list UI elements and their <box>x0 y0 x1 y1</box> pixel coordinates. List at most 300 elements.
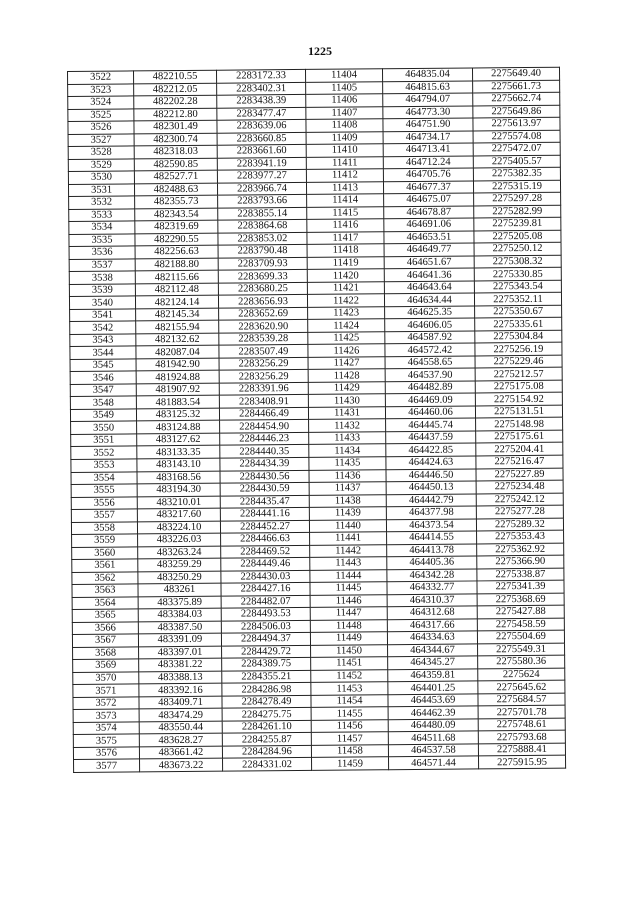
y-coordinate-cell: 2283853.02 <box>218 232 307 245</box>
point-number-cell: 3577 <box>74 759 140 772</box>
x-coordinate-cell: 483397.01 <box>139 646 222 659</box>
y-coordinate-cell: 2275131.51 <box>475 405 562 418</box>
y-coordinate-cell: 2284331.02 <box>223 758 312 771</box>
point-number-cell: 11441 <box>310 532 387 545</box>
x-coordinate-cell: 483133.35 <box>137 446 220 459</box>
y-coordinate-cell: 2275549.31 <box>478 643 565 656</box>
point-number-cell: 3526 <box>68 121 134 134</box>
y-coordinate-cell: 2284435.47 <box>220 495 309 508</box>
coordinates-table-body <box>68 67 566 772</box>
x-coordinate-cell: 464462.39 <box>388 706 478 719</box>
coordinates-table <box>67 67 566 773</box>
point-number-cell: 11408 <box>306 119 383 132</box>
point-number-cell: 11423 <box>308 307 385 320</box>
x-coordinate-cell: 464751.90 <box>383 118 473 131</box>
y-coordinate-cell: 2283639.06 <box>217 119 306 132</box>
point-number-cell: 3536 <box>69 246 135 259</box>
point-number-cell: 11424 <box>308 319 385 332</box>
y-coordinate-cell: 2275427.88 <box>477 605 564 618</box>
point-number-cell: 3543 <box>70 334 136 347</box>
y-coordinate-cell: 2284452.27 <box>220 520 309 533</box>
point-number-cell: 3571 <box>73 684 139 697</box>
point-number-cell: 11422 <box>307 294 384 307</box>
x-coordinate-cell: 464414.55 <box>387 531 477 544</box>
y-coordinate-cell: 2275289.32 <box>476 518 563 531</box>
point-number-cell: 11443 <box>310 557 387 570</box>
y-coordinate-cell: 2283652.69 <box>219 307 308 320</box>
y-coordinate-cell: 2275239.81 <box>474 217 561 230</box>
x-coordinate-cell: 483387.50 <box>138 621 221 634</box>
x-coordinate-cell: 464643.64 <box>384 281 474 294</box>
point-number-cell: 11404 <box>305 69 382 82</box>
y-coordinate-cell: 2283793.66 <box>218 195 307 208</box>
x-coordinate-cell: 483217.60 <box>137 508 220 521</box>
point-number-cell: 3565 <box>72 609 138 622</box>
x-coordinate-cell: 464691.06 <box>384 218 474 231</box>
point-number-cell: 11455 <box>311 707 388 720</box>
y-coordinate-cell: 2283438.39 <box>217 94 306 107</box>
point-number-cell: 11453 <box>311 682 388 695</box>
y-coordinate-cell: 2275234.48 <box>476 480 563 493</box>
y-coordinate-cell: 2283941.19 <box>217 157 306 170</box>
y-coordinate-cell: 2275242.12 <box>476 493 563 506</box>
point-number-cell: 3531 <box>68 184 134 197</box>
y-coordinate-cell: 2283477.47 <box>217 107 306 120</box>
point-number-cell: 3527 <box>68 133 134 146</box>
point-number-cell: 3541 <box>70 309 136 322</box>
x-coordinate-cell: 482256.63 <box>135 245 218 258</box>
point-number-cell: 3523 <box>68 83 134 96</box>
y-coordinate-cell: 2275212.57 <box>475 368 562 381</box>
y-coordinate-cell: 2275204.41 <box>476 443 563 456</box>
x-coordinate-cell: 483124.88 <box>137 421 220 434</box>
point-number-cell: 11435 <box>309 457 386 470</box>
x-coordinate-cell: 464377.98 <box>386 506 476 519</box>
point-number-cell: 11415 <box>307 206 384 219</box>
point-number-cell: 11434 <box>309 444 386 457</box>
y-coordinate-cell: 2283539.28 <box>219 332 308 345</box>
x-coordinate-cell: 482124.14 <box>135 295 218 308</box>
y-coordinate-cell: 2283661.60 <box>217 145 306 158</box>
point-number-cell: 3574 <box>73 722 139 735</box>
x-coordinate-cell: 483384.03 <box>138 608 221 621</box>
x-coordinate-cell: 483391.09 <box>138 633 221 646</box>
x-coordinate-cell: 464469.09 <box>385 393 475 406</box>
point-number-cell: 11445 <box>310 582 387 595</box>
point-number-cell: 3524 <box>68 96 134 109</box>
point-number-cell: 3530 <box>68 171 134 184</box>
x-coordinate-cell: 482132.62 <box>136 333 219 346</box>
x-coordinate-cell: 482318.03 <box>134 145 217 158</box>
y-coordinate-cell: 2275315.19 <box>473 180 560 193</box>
point-number-cell: 11457 <box>311 732 388 745</box>
point-number-cell: 3555 <box>71 484 137 497</box>
y-coordinate-cell: 2284389.75 <box>222 658 311 671</box>
point-number-cell: 3550 <box>71 421 137 434</box>
x-coordinate-cell: 483550.44 <box>139 721 222 734</box>
point-number-cell: 11437 <box>309 482 386 495</box>
point-number-cell: 11438 <box>309 494 386 507</box>
x-coordinate-cell: 464705.76 <box>383 168 473 181</box>
y-coordinate-cell: 2284506.03 <box>221 620 310 633</box>
x-coordinate-cell: 464677.37 <box>383 181 473 194</box>
point-number-cell: 3573 <box>73 709 139 722</box>
y-coordinate-cell: 2283680.25 <box>218 282 307 295</box>
point-number-cell: 11452 <box>311 669 388 682</box>
x-coordinate-cell: 464401.25 <box>388 681 478 694</box>
x-coordinate-cell: 464437.59 <box>386 431 476 444</box>
x-coordinate-cell: 483261 <box>138 583 221 596</box>
y-coordinate-cell: 2275330.85 <box>474 267 561 280</box>
point-number-cell: 11409 <box>306 131 383 144</box>
x-coordinate-cell: 464537.90 <box>385 368 475 381</box>
x-coordinate-cell: 483661.42 <box>139 746 222 759</box>
x-coordinate-cell: 464794.07 <box>383 93 473 106</box>
y-coordinate-cell: 2275748.61 <box>478 718 565 731</box>
y-coordinate-cell: 2275362.92 <box>477 543 564 556</box>
point-number-cell: 11413 <box>306 181 383 194</box>
point-number-cell: 11433 <box>309 432 386 445</box>
point-number-cell: 3566 <box>72 622 138 635</box>
y-coordinate-cell: 2284454.90 <box>220 420 309 433</box>
point-number-cell: 11456 <box>311 720 388 733</box>
x-coordinate-cell: 464606.05 <box>385 318 475 331</box>
point-number-cell: 11447 <box>310 607 387 620</box>
y-coordinate-cell: 2284430.03 <box>221 570 310 583</box>
x-coordinate-cell: 464625.35 <box>385 306 475 319</box>
x-coordinate-cell: 464442.79 <box>386 493 476 506</box>
y-coordinate-cell: 2284429.72 <box>222 645 311 658</box>
y-coordinate-cell: 2275154.92 <box>475 393 562 406</box>
y-coordinate-cell: 2284355.21 <box>222 670 311 683</box>
y-coordinate-cell: 2275343.54 <box>474 280 561 293</box>
point-number-cell: 11419 <box>307 256 384 269</box>
x-coordinate-cell: 464734.17 <box>383 131 473 144</box>
x-coordinate-cell: 483628.27 <box>139 733 222 746</box>
point-number-cell: 3529 <box>68 159 134 172</box>
x-coordinate-cell: 464678.87 <box>384 206 474 219</box>
x-coordinate-cell: 464815.63 <box>383 80 473 93</box>
point-number-cell: 11429 <box>308 382 385 395</box>
y-coordinate-cell: 2275888.41 <box>478 743 565 756</box>
y-coordinate-cell: 2284430.56 <box>220 470 309 483</box>
x-coordinate-cell: 482319.69 <box>135 220 218 233</box>
point-number-cell: 3553 <box>71 459 137 472</box>
point-number-cell: 3547 <box>70 384 136 397</box>
y-coordinate-cell: 2283408.91 <box>219 395 308 408</box>
y-coordinate-cell: 2275148.98 <box>476 418 563 431</box>
y-coordinate-cell: 2283855.14 <box>218 207 307 220</box>
point-number-cell: 3540 <box>69 296 135 309</box>
x-coordinate-cell: 483125.32 <box>136 408 219 421</box>
y-coordinate-cell: 2283256.29 <box>219 357 308 370</box>
x-coordinate-cell: 482145.34 <box>136 308 219 321</box>
y-coordinate-cell: 2275282.99 <box>474 205 561 218</box>
point-number-cell: 11417 <box>307 231 384 244</box>
point-number-cell: 3545 <box>70 359 136 372</box>
y-coordinate-cell: 2275504.69 <box>477 630 564 643</box>
point-number-cell: 3533 <box>69 209 135 222</box>
point-number-cell: 3575 <box>73 734 139 747</box>
point-number-cell: 3556 <box>71 496 137 509</box>
point-number-cell: 11450 <box>311 644 388 657</box>
x-coordinate-cell: 483168.56 <box>137 471 220 484</box>
x-coordinate-cell: 464317.66 <box>387 619 477 632</box>
point-number-cell: 11451 <box>311 657 388 670</box>
x-coordinate-cell: 464634.44 <box>384 293 474 306</box>
point-number-cell: 3522 <box>68 71 134 84</box>
point-number-cell: 11421 <box>307 282 384 295</box>
x-coordinate-cell: 464332.77 <box>387 581 477 594</box>
y-coordinate-cell: 2275701.78 <box>478 705 565 718</box>
y-coordinate-cell: 2284434.39 <box>220 457 309 470</box>
x-coordinate-cell: 483250.29 <box>138 571 221 584</box>
x-coordinate-cell: 482212.80 <box>134 108 217 121</box>
x-coordinate-cell: 483388.13 <box>139 671 222 684</box>
y-coordinate-cell: 2275277.28 <box>476 505 563 518</box>
y-coordinate-cell: 2283656.93 <box>218 295 307 308</box>
x-coordinate-cell: 464558.65 <box>385 356 475 369</box>
point-number-cell: 11425 <box>308 332 385 345</box>
y-coordinate-cell: 2275368.69 <box>477 593 564 606</box>
y-coordinate-cell: 2284449.46 <box>221 558 310 571</box>
x-coordinate-cell: 464359.81 <box>388 669 478 682</box>
x-coordinate-cell: 464651.67 <box>384 256 474 269</box>
x-coordinate-cell: 464835.04 <box>382 68 472 81</box>
point-number-cell: 3567 <box>72 634 138 647</box>
y-coordinate-cell: 2275613.97 <box>473 117 560 130</box>
x-coordinate-cell: 482355.73 <box>135 195 218 208</box>
point-number-cell: 11442 <box>310 544 387 557</box>
point-number-cell: 11427 <box>308 357 385 370</box>
y-coordinate-cell: 2275574.08 <box>473 130 560 143</box>
x-coordinate-cell: 464480.09 <box>388 719 478 732</box>
x-coordinate-cell: 483226.03 <box>138 533 221 546</box>
x-coordinate-cell: 464413.78 <box>387 544 477 557</box>
x-coordinate-cell: 464312.68 <box>387 606 477 619</box>
y-coordinate-cell: 2284440.35 <box>220 445 309 458</box>
point-number-cell: 11405 <box>306 81 383 94</box>
x-coordinate-cell: 482202.28 <box>134 95 217 108</box>
y-coordinate-cell: 2275175.08 <box>475 380 562 393</box>
y-coordinate-cell: 2275229.46 <box>475 355 562 368</box>
x-coordinate-cell: 483143.10 <box>137 458 220 471</box>
x-coordinate-cell: 483224.10 <box>137 521 220 534</box>
x-coordinate-cell: 464405.36 <box>387 556 477 569</box>
y-coordinate-cell: 2283864.68 <box>218 220 307 233</box>
x-coordinate-cell: 482488.63 <box>134 183 217 196</box>
x-coordinate-cell: 482112.48 <box>135 283 218 296</box>
x-coordinate-cell: 481924.88 <box>136 371 219 384</box>
point-number-cell: 3525 <box>68 108 134 121</box>
x-coordinate-cell: 483474.29 <box>139 708 222 721</box>
point-number-cell: 3552 <box>71 446 137 459</box>
x-coordinate-cell: 483409.71 <box>139 696 222 709</box>
point-number-cell: 3538 <box>69 271 135 284</box>
y-coordinate-cell: 2284482.07 <box>221 595 310 608</box>
y-coordinate-cell: 2284466.63 <box>221 532 310 545</box>
y-coordinate-cell: 2275793.68 <box>478 731 565 744</box>
y-coordinate-cell: 2283391.96 <box>219 382 308 395</box>
y-coordinate-cell: 2284466.49 <box>219 407 308 420</box>
x-coordinate-cell: 482290.55 <box>135 233 218 246</box>
y-coordinate-cell: 2275645.62 <box>478 680 565 693</box>
x-coordinate-cell: 464773.30 <box>383 106 473 119</box>
y-coordinate-cell: 2275216.47 <box>476 455 563 468</box>
point-number-cell: 11444 <box>310 569 387 582</box>
x-coordinate-cell: 481907.92 <box>136 383 219 396</box>
point-number-cell: 3548 <box>70 396 136 409</box>
x-coordinate-cell: 482527.71 <box>134 170 217 183</box>
x-coordinate-cell: 483392.16 <box>139 683 222 696</box>
x-coordinate-cell: 483381.22 <box>139 658 222 671</box>
y-coordinate-cell: 2275338.87 <box>477 568 564 581</box>
x-coordinate-cell: 464344.67 <box>388 644 478 657</box>
y-coordinate-cell: 2275175.61 <box>476 430 563 443</box>
point-number-cell: 11430 <box>308 394 385 407</box>
point-number-cell: 3539 <box>69 284 135 297</box>
x-coordinate-cell: 464373.54 <box>386 519 476 532</box>
point-number-cell: 11449 <box>310 632 387 645</box>
point-number-cell: 11432 <box>309 419 386 432</box>
x-coordinate-cell: 464334.63 <box>387 631 477 644</box>
x-coordinate-cell: 483263.24 <box>138 546 221 559</box>
x-coordinate-cell: 482301.49 <box>134 120 217 133</box>
y-coordinate-cell: 2284275.75 <box>222 708 311 721</box>
point-number-cell: 3557 <box>71 509 137 522</box>
x-coordinate-cell: 464649.77 <box>384 243 474 256</box>
point-number-cell: 3546 <box>70 371 136 384</box>
point-number-cell: 3572 <box>73 697 139 710</box>
point-number-cell: 3558 <box>71 521 137 534</box>
point-number-cell: 11440 <box>309 519 386 532</box>
point-number-cell: 3542 <box>70 321 136 334</box>
x-coordinate-cell: 482590.85 <box>134 158 217 171</box>
y-coordinate-cell: 2275649.86 <box>473 105 560 118</box>
x-coordinate-cell: 483259.29 <box>138 558 221 571</box>
y-coordinate-cell: 2275662.74 <box>473 92 560 105</box>
y-coordinate-cell: 2275580.36 <box>478 655 565 668</box>
y-coordinate-cell: 2275297.28 <box>474 192 561 205</box>
y-coordinate-cell: 2275472.07 <box>473 142 560 155</box>
point-number-cell: 11431 <box>308 407 385 420</box>
y-coordinate-cell: 2275366.90 <box>477 555 564 568</box>
x-coordinate-cell: 464445.74 <box>386 418 476 431</box>
point-number-cell: 11459 <box>312 757 389 770</box>
y-coordinate-cell: 2283790.48 <box>218 245 307 258</box>
point-number-cell: 11454 <box>311 695 388 708</box>
y-coordinate-cell: 2284261.10 <box>222 720 311 733</box>
x-coordinate-cell: 481942.90 <box>136 358 219 371</box>
point-number-cell: 3563 <box>72 584 138 597</box>
x-coordinate-cell: 464712.24 <box>383 156 473 169</box>
x-coordinate-cell: 464450.13 <box>386 481 476 494</box>
x-coordinate-cell: 464310.37 <box>387 594 477 607</box>
y-coordinate-cell: 2275205.08 <box>474 230 561 243</box>
y-coordinate-cell: 2284446.23 <box>220 432 309 445</box>
x-coordinate-cell: 483210.01 <box>137 496 220 509</box>
x-coordinate-cell: 464422.85 <box>386 443 476 456</box>
x-coordinate-cell: 464345.27 <box>388 656 478 669</box>
x-coordinate-cell: 464587.92 <box>385 331 475 344</box>
point-number-cell: 11428 <box>308 369 385 382</box>
point-number-cell: 11414 <box>307 194 384 207</box>
point-number-cell: 11407 <box>306 106 383 119</box>
point-number-cell: 3562 <box>72 572 138 585</box>
y-coordinate-cell: 2284286.98 <box>222 683 311 696</box>
point-number-cell: 11411 <box>306 156 383 169</box>
y-coordinate-cell: 2275350.67 <box>475 305 562 318</box>
y-coordinate-cell: 2284284.96 <box>222 745 311 758</box>
y-coordinate-cell: 2284430.59 <box>220 482 309 495</box>
point-number-cell: 11448 <box>310 619 387 632</box>
y-coordinate-cell: 2284278.49 <box>222 695 311 708</box>
y-coordinate-cell: 2284494.37 <box>221 633 310 646</box>
point-number-cell: 3560 <box>72 546 138 559</box>
y-coordinate-cell: 2283256.29 <box>219 370 308 383</box>
x-coordinate-cell: 483127.62 <box>137 433 220 446</box>
point-number-cell: 3549 <box>70 409 136 422</box>
y-coordinate-cell: 2283660.85 <box>217 132 306 145</box>
point-number-cell: 3544 <box>70 346 136 359</box>
point-number-cell: 11426 <box>308 344 385 357</box>
y-coordinate-cell: 2275661.73 <box>473 80 560 93</box>
y-coordinate-cell: 2275341.39 <box>477 580 564 593</box>
y-coordinate-cell: 2284441.16 <box>220 507 309 520</box>
y-coordinate-cell: 2283977.27 <box>217 170 306 183</box>
point-number-cell: 11458 <box>311 745 388 758</box>
point-number-cell: 3534 <box>69 221 135 234</box>
point-number-cell: 3559 <box>72 534 138 547</box>
y-coordinate-cell: 2275405.57 <box>473 155 560 168</box>
point-number-cell: 11446 <box>310 594 387 607</box>
y-coordinate-cell: 2275624 <box>478 668 565 681</box>
point-number-cell: 3569 <box>73 659 139 672</box>
x-coordinate-cell: 464641.36 <box>384 268 474 281</box>
x-coordinate-cell: 482115.66 <box>135 270 218 283</box>
point-number-cell: 3576 <box>73 747 139 760</box>
point-number-cell: 3528 <box>68 146 134 159</box>
point-number-cell: 11439 <box>309 507 386 520</box>
y-coordinate-cell: 2284427.16 <box>221 583 310 596</box>
point-number-cell: 11406 <box>306 94 383 107</box>
y-coordinate-cell: 2275915.95 <box>478 756 565 769</box>
x-coordinate-cell: 482212.05 <box>134 83 217 96</box>
x-coordinate-cell: 482087.04 <box>136 346 219 359</box>
y-coordinate-cell: 2284469.52 <box>221 545 310 558</box>
x-coordinate-cell: 483194.30 <box>137 483 220 496</box>
point-number-cell: 3554 <box>71 471 137 484</box>
y-coordinate-cell: 2283402.31 <box>217 82 306 95</box>
y-coordinate-cell: 2275649.40 <box>472 67 559 80</box>
y-coordinate-cell: 2283699.33 <box>218 270 307 283</box>
y-coordinate-cell: 2275227.89 <box>476 468 563 481</box>
y-coordinate-cell: 2283709.93 <box>218 257 307 270</box>
y-coordinate-cell: 2275308.32 <box>474 255 561 268</box>
x-coordinate-cell: 464571.44 <box>388 756 478 769</box>
y-coordinate-cell: 2275353.43 <box>477 530 564 543</box>
y-coordinate-cell: 2275304.84 <box>475 330 562 343</box>
point-number-cell: 3537 <box>69 259 135 272</box>
point-number-cell: 11410 <box>306 144 383 157</box>
y-coordinate-cell: 2275458.59 <box>477 618 564 631</box>
point-number-cell: 11420 <box>307 269 384 282</box>
x-coordinate-cell: 481883.54 <box>136 396 219 409</box>
x-coordinate-cell: 464453.69 <box>388 694 478 707</box>
x-coordinate-cell: 483673.22 <box>140 759 223 772</box>
x-coordinate-cell: 464713.41 <box>383 143 473 156</box>
point-number-cell: 11416 <box>307 219 384 232</box>
